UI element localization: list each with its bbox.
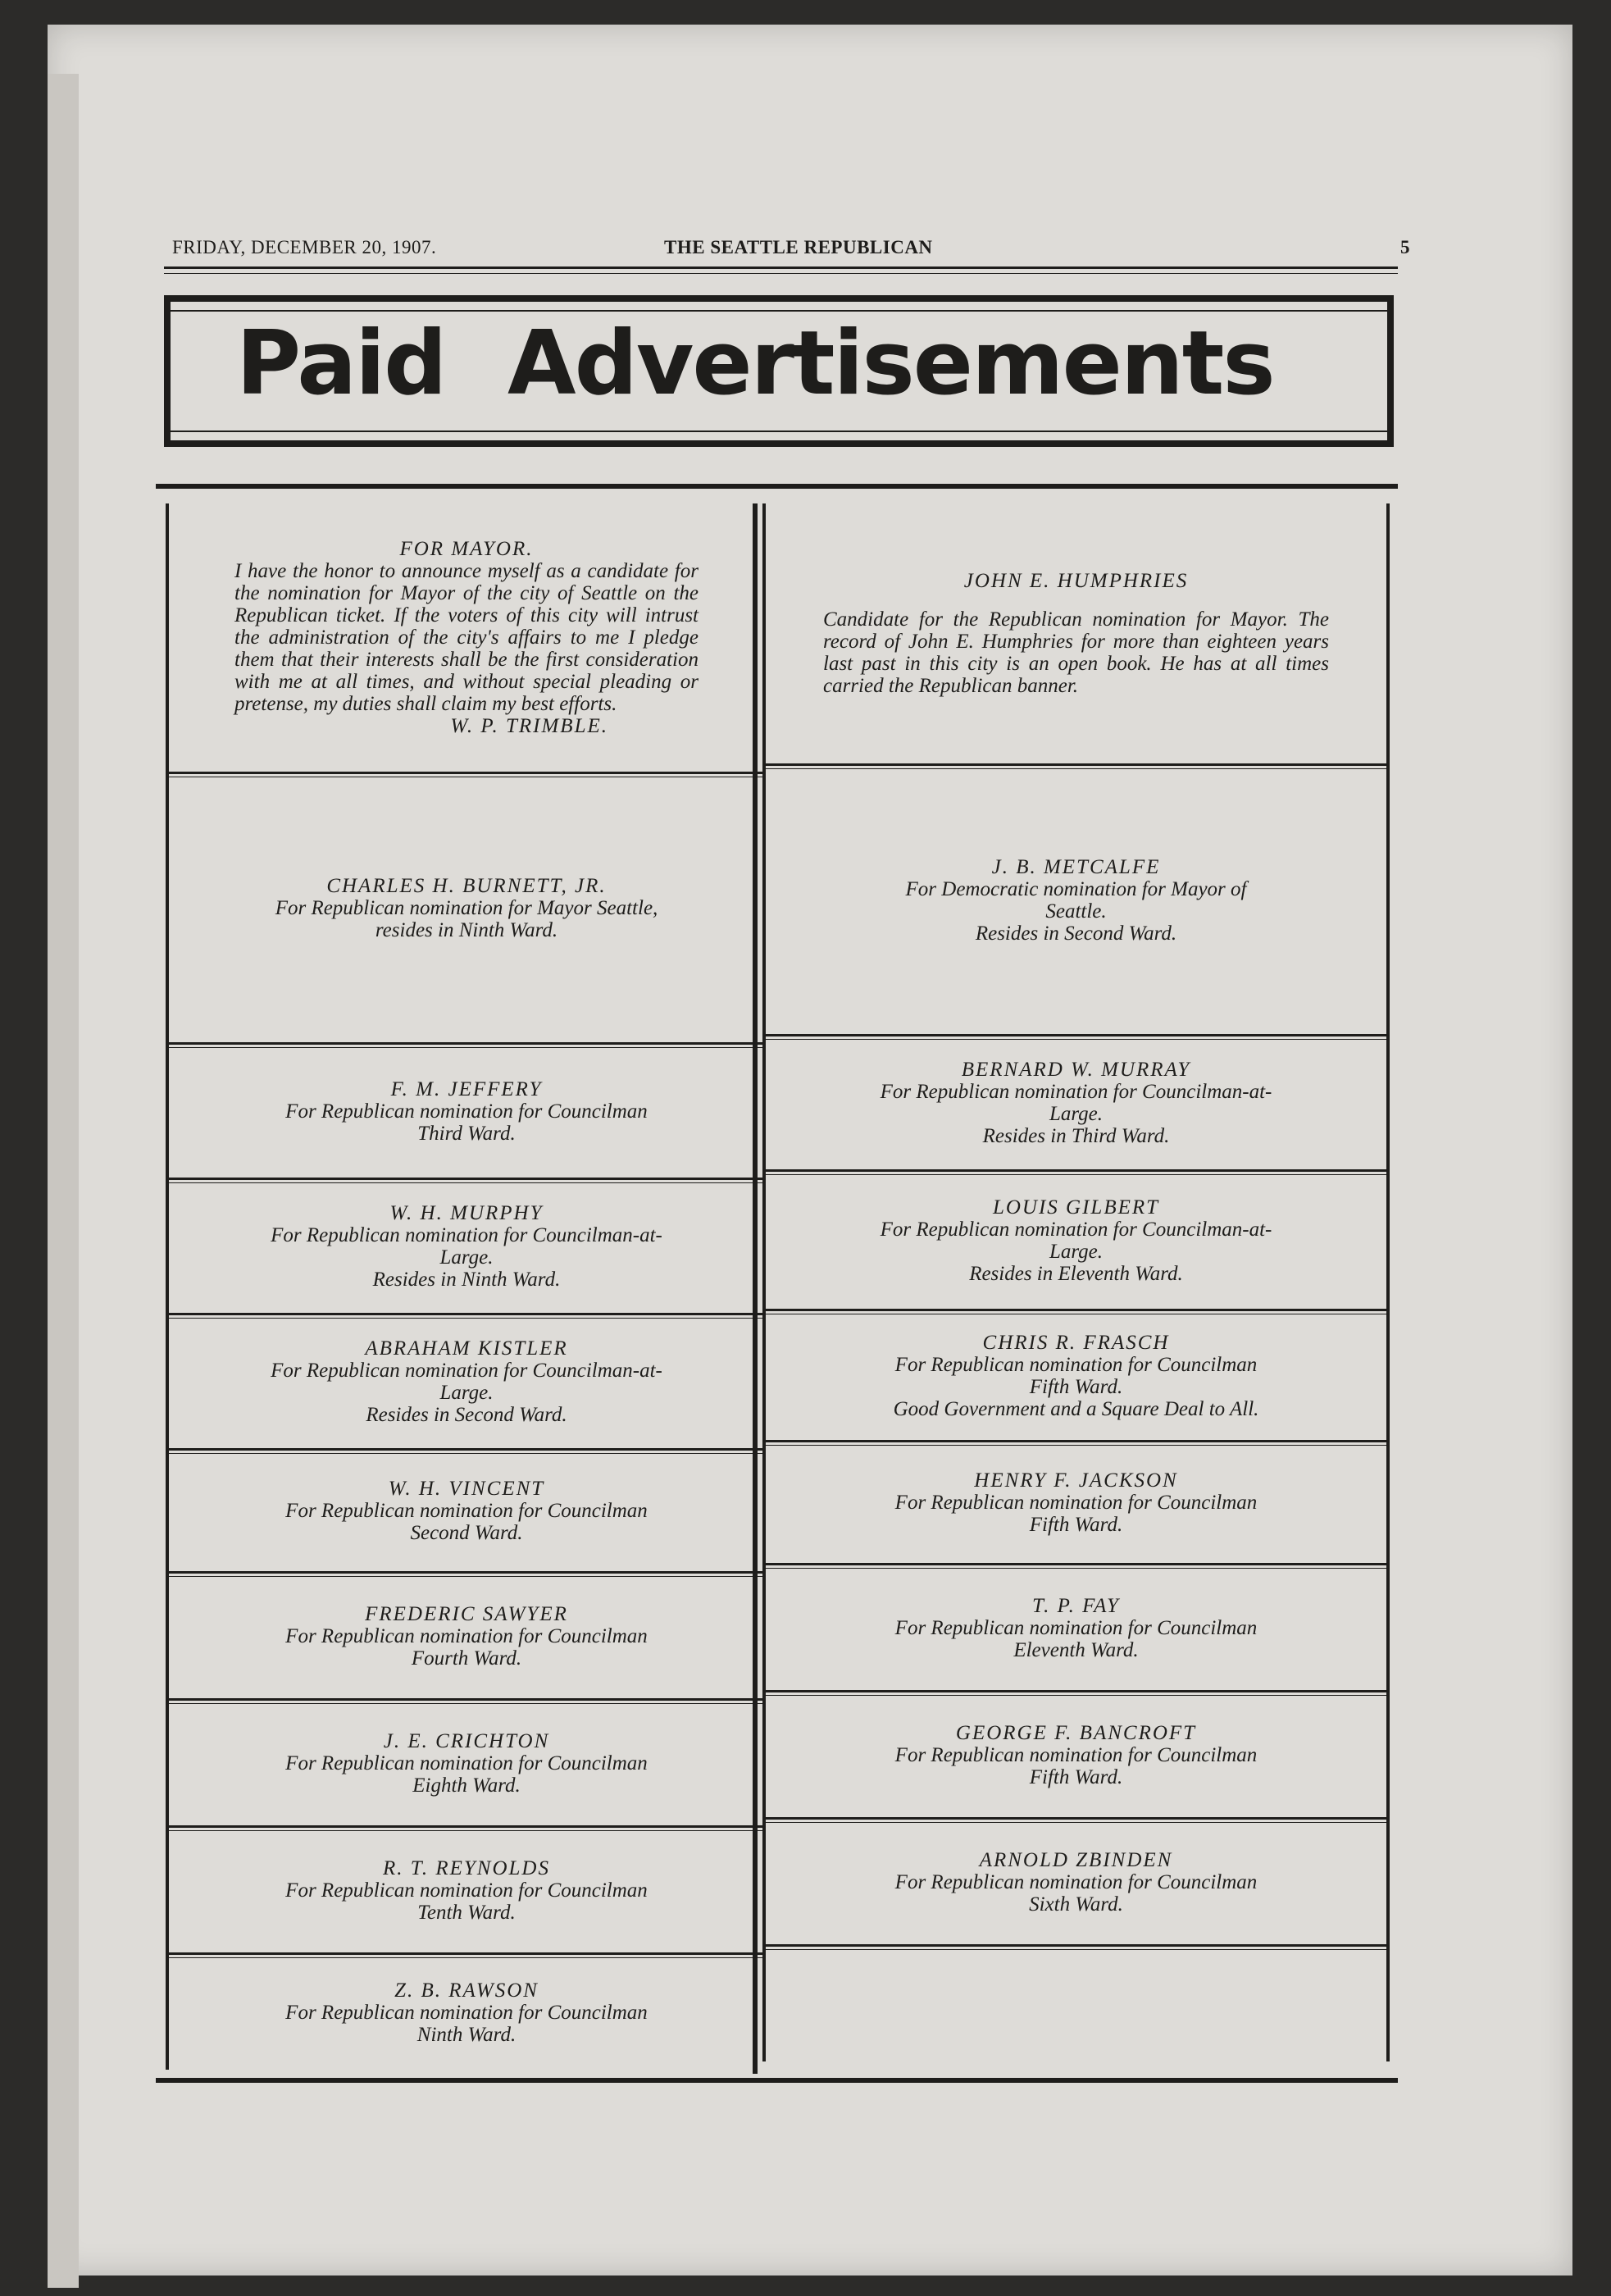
advertisements-grid — [156, 484, 1398, 2083]
ad-fay — [766, 1565, 1386, 1692]
ad-body: Candidate for the Republican nomination for Mayor. The record of John E. Humphries for more than eighteen years last past in this city is an open book. He has at all times carried the Republican banner. — [823, 608, 1329, 697]
candidate-name: GEORGE F. BANCROFT — [955, 1721, 1197, 1744]
ad-humphries — [766, 503, 1386, 766]
masthead-rule-thin — [164, 273, 1398, 274]
ad-burnett — [169, 774, 764, 1045]
candidate-name: JOHN E. HUMPHRIES — [963, 570, 1189, 592]
ad-line: Resides in Eleventh Ward. — [969, 1262, 1183, 1285]
ad-line: Fifth Ward. — [1029, 1765, 1123, 1788]
candidate-name: R. T. REYNOLDS — [383, 1856, 550, 1879]
ad-line: Fourth Ward. — [411, 1647, 522, 1670]
issue-date: FRIDAY, DECEMBER 20, 1907. — [172, 237, 437, 257]
candidate-name: J. E. CRICHTON — [383, 1729, 550, 1752]
ad-line: Large. — [439, 1382, 494, 1404]
ad-reynolds — [169, 1828, 764, 1955]
page-edge-strip — [48, 74, 79, 2288]
ad-trimble — [169, 503, 764, 774]
candidate-name: CHRIS R. FRASCH — [982, 1331, 1170, 1354]
ad-sawyer — [169, 1574, 764, 1701]
candidate-name: ABRAHAM KISTLER — [365, 1337, 568, 1360]
ad-line: For Republican nomination for Councilman — [285, 2001, 648, 2024]
candidate-name: BERNARD W. MURRAY — [961, 1059, 1191, 1081]
candidate-name: W. H. MURPHY — [389, 1202, 544, 1224]
ad-line: Third Ward. — [417, 1122, 516, 1145]
ad-line: resides in Ninth Ward. — [375, 919, 558, 941]
ad-line: For Republican nomination for Councilman — [285, 1624, 648, 1647]
ad-line: For Republican nomination for Councilman — [285, 1879, 648, 1902]
ad-rawson — [169, 1955, 764, 2070]
ad-line: Large. — [439, 1246, 494, 1269]
ad-line: For Republican nomination for Councilman-at- — [880, 1081, 1272, 1103]
ad-line: Fifth Ward. — [1029, 1514, 1123, 1536]
candidate-name: HENRY F. JACKSON — [974, 1469, 1178, 1492]
newspaper-name: THE SEATTLE REPUBLICAN — [664, 237, 933, 257]
masthead — [172, 232, 1410, 265]
ad-vincent — [169, 1451, 764, 1574]
ad-heading: FOR MAYOR. — [399, 538, 534, 560]
ad-line: Fifth Ward. — [1029, 1375, 1123, 1398]
ad-line: Second Ward. — [410, 1522, 523, 1544]
ad-line: Resides in Ninth Ward. — [372, 1269, 561, 1291]
candidate-name: T. P. FAY — [1032, 1594, 1120, 1617]
ad-line: Eleventh Ward. — [1013, 1638, 1139, 1661]
ad-line: Good Government and a Square Deal to All. — [893, 1397, 1259, 1420]
ad-line: For Republican nomination for Councilman — [285, 1100, 648, 1123]
ad-murray — [766, 1036, 1386, 1172]
ad-crichton — [169, 1701, 764, 1828]
ad-line: For Republican nomination for Councilman — [894, 1870, 1258, 1893]
ad-metcalfe — [766, 766, 1386, 1036]
ad-line: For Republican nomination for Mayor Seattle, — [275, 897, 658, 919]
ad-line: For Republican nomination for Councilman-at- — [880, 1218, 1272, 1241]
ad-line: Large. — [1049, 1240, 1104, 1263]
section-banner — [164, 295, 1394, 447]
ad-line: Seattle. — [1045, 900, 1107, 922]
ad-line: For Republican nomination for Councilman — [894, 1353, 1258, 1376]
ad-zbinden — [766, 1820, 1386, 1947]
ad-bancroft — [766, 1692, 1386, 1820]
ad-line: For Republican nomination for Councilman-at- — [271, 1360, 662, 1382]
ad-line: Resides in Second Ward. — [975, 922, 1177, 945]
ad-kistler — [169, 1315, 764, 1451]
page-number: 5 — [1400, 237, 1410, 257]
ad-frasch — [766, 1311, 1386, 1442]
ad-line: For Republican nomination for Councilman — [285, 1500, 648, 1522]
candidate-name: LOUIS GILBERT — [992, 1196, 1160, 1219]
ad-empty-slot — [766, 1947, 1386, 2061]
ad-line: Tenth Ward. — [417, 1901, 516, 1924]
ad-gilbert — [766, 1172, 1386, 1311]
ad-line: For Republican nomination for Councilman — [894, 1492, 1258, 1514]
candidate-name: W. H. VINCENT — [388, 1478, 545, 1500]
ad-signature: W. P. TRIMBLE. — [450, 715, 608, 737]
candidate-name: CHARLES H. BURNETT, JR. — [326, 875, 607, 897]
ad-jeffery — [169, 1045, 764, 1180]
masthead-rule — [164, 266, 1398, 269]
ad-jackson — [766, 1442, 1386, 1565]
ad-line: Resides in Third Ward. — [982, 1125, 1170, 1147]
ad-body: I have the honor to announce myself as a candidate for the nomination for Mayor of the city of Seattle on the Republican ticket. If the voters of this city will intrust the administration of the city's affairs to me I pledge them that their interests shall be the first consideration with me at all times, and without special pleading or pretense, my duties shall claim my best efforts. — [234, 560, 699, 715]
ad-line: For Republican nomination for Councilman — [285, 1752, 648, 1774]
left-column — [166, 503, 764, 2070]
section-title: Paid Advertisements — [236, 312, 1274, 415]
candidate-name: ARNOLD ZBINDEN — [979, 1848, 1173, 1871]
ad-line: For Republican nomination for Councilman — [894, 1616, 1258, 1639]
candidate-name: Z. B. RAWSON — [394, 1979, 539, 2002]
ad-line: Large. — [1049, 1103, 1104, 1125]
right-column — [762, 503, 1390, 2061]
ad-line: For Republican nomination for Councilman — [894, 1743, 1258, 1766]
ad-line: For Republican nomination for Councilman-at- — [271, 1224, 662, 1246]
candidate-name: FREDERIC SAWYER — [365, 1602, 568, 1625]
candidate-name: J. B. METCALFE — [991, 855, 1161, 878]
ad-line: Resides in Second Ward. — [366, 1404, 567, 1426]
ad-line: Ninth Ward. — [416, 2023, 517, 2046]
candidate-name: F. M. JEFFERY — [390, 1077, 543, 1100]
ad-line: Sixth Ward. — [1029, 1893, 1123, 1916]
ad-line: For Democratic nomination for Mayor of — [905, 877, 1247, 900]
ad-line: Eighth Ward. — [412, 1774, 521, 1797]
ad-murphy — [169, 1180, 764, 1315]
